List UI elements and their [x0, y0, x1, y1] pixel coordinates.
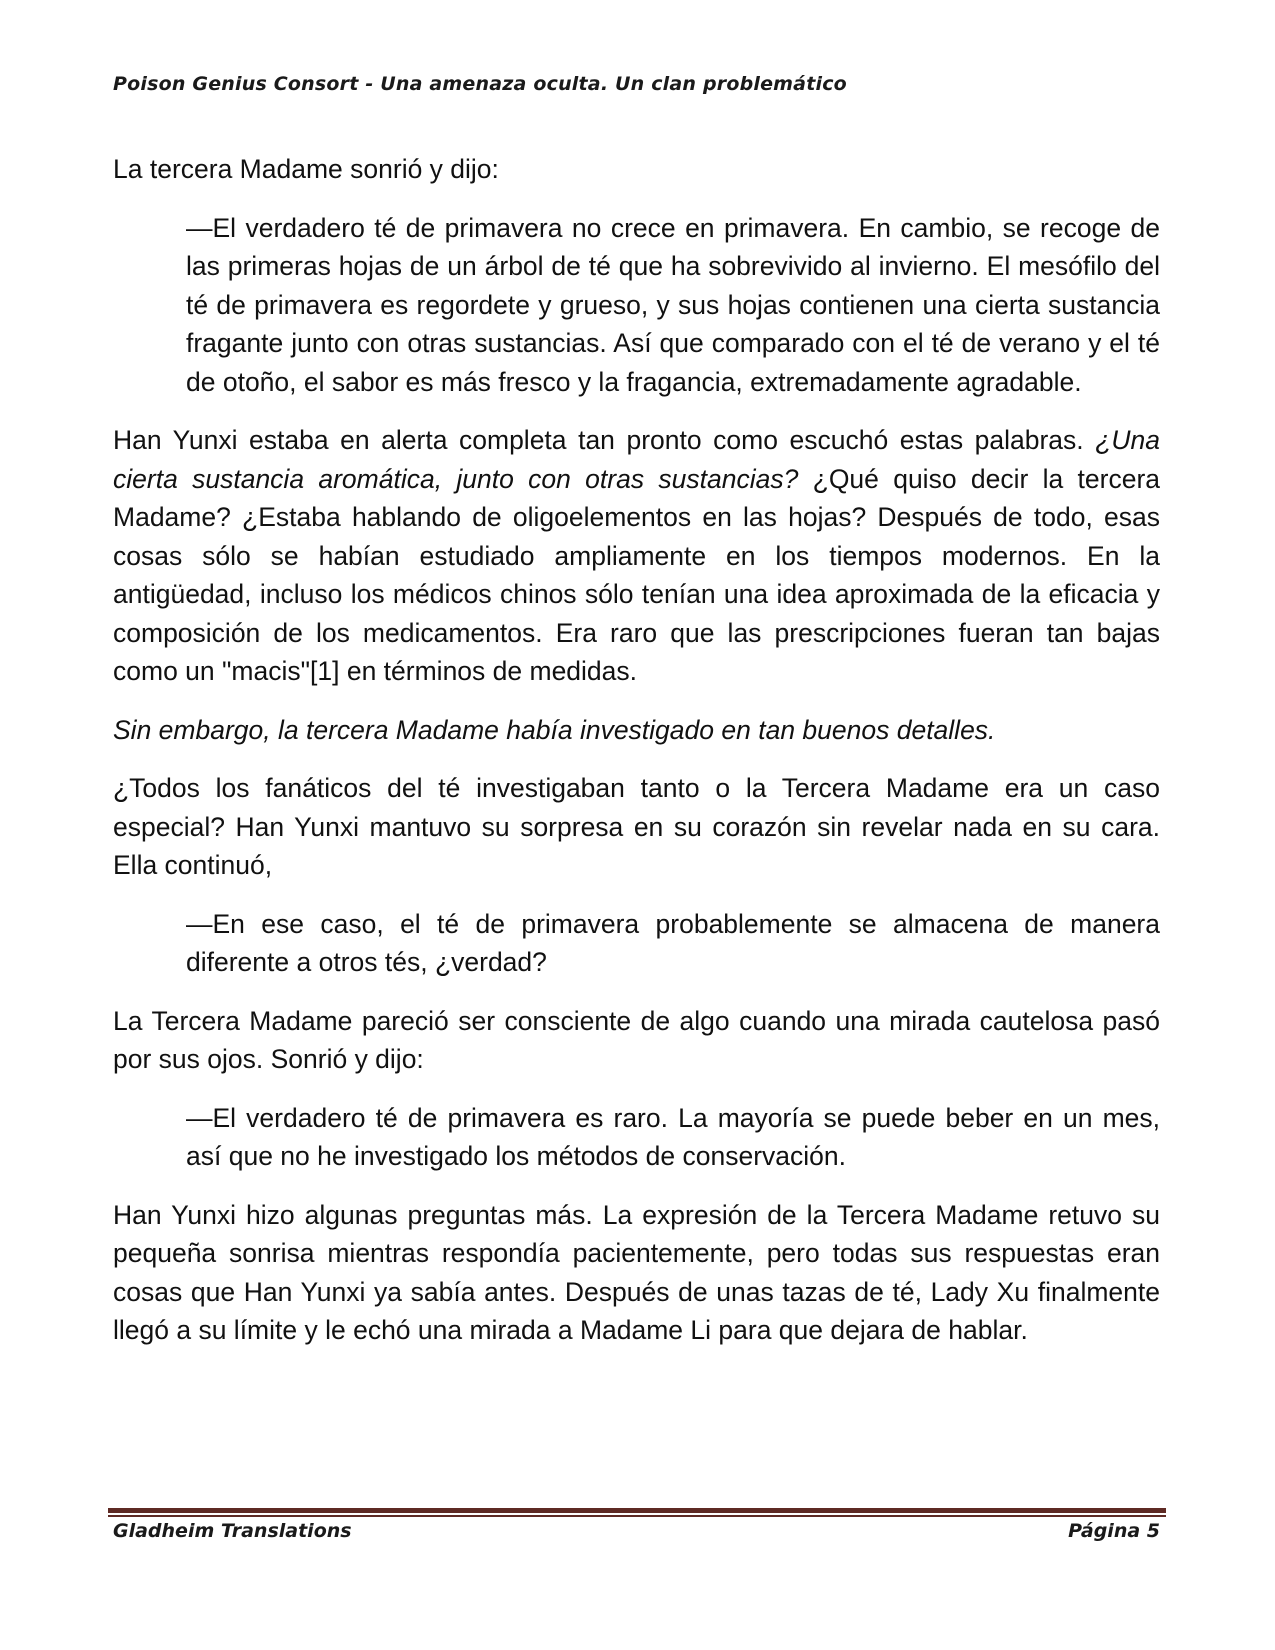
footer-divider-thin	[108, 1515, 1166, 1517]
paragraph: La Tercera Madame pareció ser consciente de algo cuando una mirada cautelosa pasó por sus ojos. Sonrió y dijo:	[113, 1005, 1160, 1074]
dialogue-paragraph: —El verdadero té de primavera es raro. La mayoría se puede beber en un mes, así que no he investigado los métodos de conservación.	[186, 1102, 1160, 1171]
page-content	[113, 150, 1160, 1370]
dialogue-paragraph: —El verdadero té de primavera no crece en primavera. En cambio, se recoge de las primeras hojas de un árbol de té que ha sobrevivido al invierno. El mesófilo del té de primavera es regordete y grueso, y sus hojas contienen una cierta sustancia fragante junto con otras sustancias. Así que comparado con el té de verano y el té de otoño, el sabor es más fresco y la fragancia, extremadamente agradable.	[186, 212, 1160, 397]
paragraph-text: Han Yunxi estaba en alerta completa tan pronto como escuchó estas palabras.	[113, 425, 1096, 455]
footer-divider	[108, 1508, 1166, 1517]
dialogue-paragraph: —En ese caso, el té de primavera probablemente se almacena de manera diferente a otros tés, ¿verdad?	[186, 908, 1160, 977]
paragraph: ¿Todos los fanáticos del té investigaban tanto o la Tercera Madame era un caso especial? Han Yunxi mantuvo su sorpresa en su corazón sin revelar nada en su cara. Ella continuó,	[113, 773, 1160, 880]
italic-paragraph: Sin embargo, la tercera Madame había investigado en tan buenos detalles.	[113, 714, 996, 745]
paragraph: La tercera Madame sonrió y dijo:	[113, 154, 499, 184]
paragraph-text: ¿Qué quiso decir la tercera Madame? ¿Estaba hablando de oligoelementos en las hojas? Después de todo, esas cosas sólo se habían estudiado ampliamente en los tiempos modernos. En la antigüedad, incluso los médicos chinos sólo tenían una idea aproximada de la eficacia y composición de los medicamentos. Era raro que las prescripciones fueran tan bajas como un "macis"[1] en términos de medidas.	[113, 463, 1161, 686]
italic-thought: ¿Una cierta sustancia aromática, junto con otras sustancias?	[113, 425, 1160, 494]
page-header: Poison Genius Consort - Una amenaza oculta. Un clan problemático	[113, 73, 847, 95]
paragraph: Han Yunxi hizo algunas preguntas más. La expresión de la Tercera Madame retuvo su pequeña sonrisa mientras respondía pacientemente, pero todas sus respuestas eran cosas que Han Yunxi ya sabía antes. Después de unas tazas de té, Lady Xu finalmente llegó a su límite y le echó una mirada a Madame Li para que dejara de hablar.	[113, 1199, 1160, 1345]
paragraph	[113, 421, 1160, 691]
footer-page-number: Página 5	[1068, 1520, 1160, 1542]
footer-publisher: Gladheim Translations	[113, 1520, 352, 1542]
